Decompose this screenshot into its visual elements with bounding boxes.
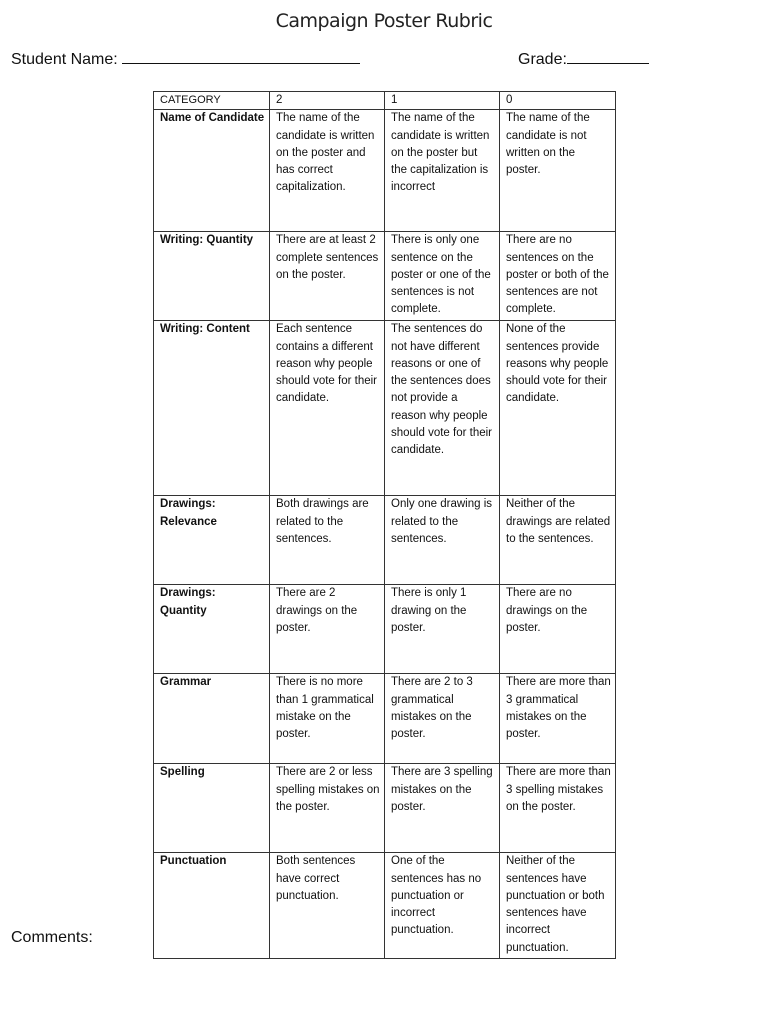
score-0-cell: There are no sentences on the poster or both of the sentences are not complete. <box>500 232 616 321</box>
score-1-cell: There is only one sentence on the poster or one of the sentences is not complete. <box>385 232 500 321</box>
table-row <box>154 674 616 764</box>
table-row <box>154 764 616 853</box>
category-cell: Writing: Content <box>154 321 270 496</box>
category-cell: Punctuation <box>154 853 270 959</box>
category-cell: Writing: Quantity <box>154 232 270 321</box>
category-cell: Drawings: Quantity <box>154 585 270 674</box>
table-row <box>154 853 616 959</box>
score-0-cell: Neither of the sentences have punctuation or both sentences have incorrect punctuation. <box>500 853 616 959</box>
score-1-cell: There is only 1 drawing on the poster. <box>385 585 500 674</box>
score-1-cell: One of the sentences has no punctuation or incorrect punctuation. <box>385 853 500 959</box>
table-row <box>154 496 616 585</box>
score-0-cell: There are no drawings on the poster. <box>500 585 616 674</box>
score-2-cell: Each sentence contains a different reason why people should vote for their candidate. <box>270 321 385 496</box>
score-2-cell: Both drawings are related to the sentences. <box>270 496 385 585</box>
header-score-0: 0 <box>500 92 616 110</box>
table-row <box>154 321 616 496</box>
category-cell: Drawings: Relevance <box>154 496 270 585</box>
table-row <box>154 232 616 321</box>
table-row <box>154 110 616 232</box>
student-name-blank[interactable] <box>122 49 360 64</box>
score-0-cell: None of the sentences provide reasons why people should vote for their candidate. <box>500 321 616 496</box>
header-score-1: 1 <box>385 92 500 110</box>
student-name-field <box>11 49 360 69</box>
score-1-cell: Only one drawing is related to the sentences. <box>385 496 500 585</box>
comments-label: Comments: <box>11 929 93 946</box>
score-1-cell: The sentences do not have different reasons or one of the sentences does not provide a reason why people should vote for their candidate. <box>385 321 500 496</box>
category-cell: Grammar <box>154 674 270 764</box>
score-2-cell: Both sentences have correct punctuation. <box>270 853 385 959</box>
header-row <box>154 92 616 110</box>
score-0-cell: The name of the candidate is not written on the poster. <box>500 110 616 232</box>
page-title: Campaign Poster Rubric <box>275 10 493 32</box>
header-category: CATEGORY <box>154 92 270 110</box>
score-2-cell: The name of the candidate is written on the poster and has correct capitalization. <box>270 110 385 232</box>
grade-blank[interactable] <box>567 49 649 64</box>
score-0-cell: There are more than 3 spelling mistakes on the poster. <box>500 764 616 853</box>
score-0-cell: Neither of the drawings are related to the sentences. <box>500 496 616 585</box>
grade-field <box>518 49 649 69</box>
category-cell: Spelling <box>154 764 270 853</box>
score-1-cell: There are 2 to 3 grammatical mistakes on the poster. <box>385 674 500 764</box>
rubric-table <box>153 91 616 959</box>
grade-label: Grade: <box>518 51 567 68</box>
score-2-cell: There are 2 or less spelling mistakes on the poster. <box>270 764 385 853</box>
score-2-cell: There are at least 2 complete sentences on the poster. <box>270 232 385 321</box>
header-score-2: 2 <box>270 92 385 110</box>
score-0-cell: There are more than 3 grammatical mistakes on the poster. <box>500 674 616 764</box>
score-1-cell: The name of the candidate is written on the poster but the capitalization is incorrect <box>385 110 500 232</box>
category-cell: Name of Candidate <box>154 110 270 232</box>
score-1-cell: There are 3 spelling mistakes on the poster. <box>385 764 500 853</box>
student-name-label: Student Name: <box>11 51 118 68</box>
table-row <box>154 585 616 674</box>
score-2-cell: There is no more than 1 grammatical mistake on the poster. <box>270 674 385 764</box>
score-2-cell: There are 2 drawings on the poster. <box>270 585 385 674</box>
